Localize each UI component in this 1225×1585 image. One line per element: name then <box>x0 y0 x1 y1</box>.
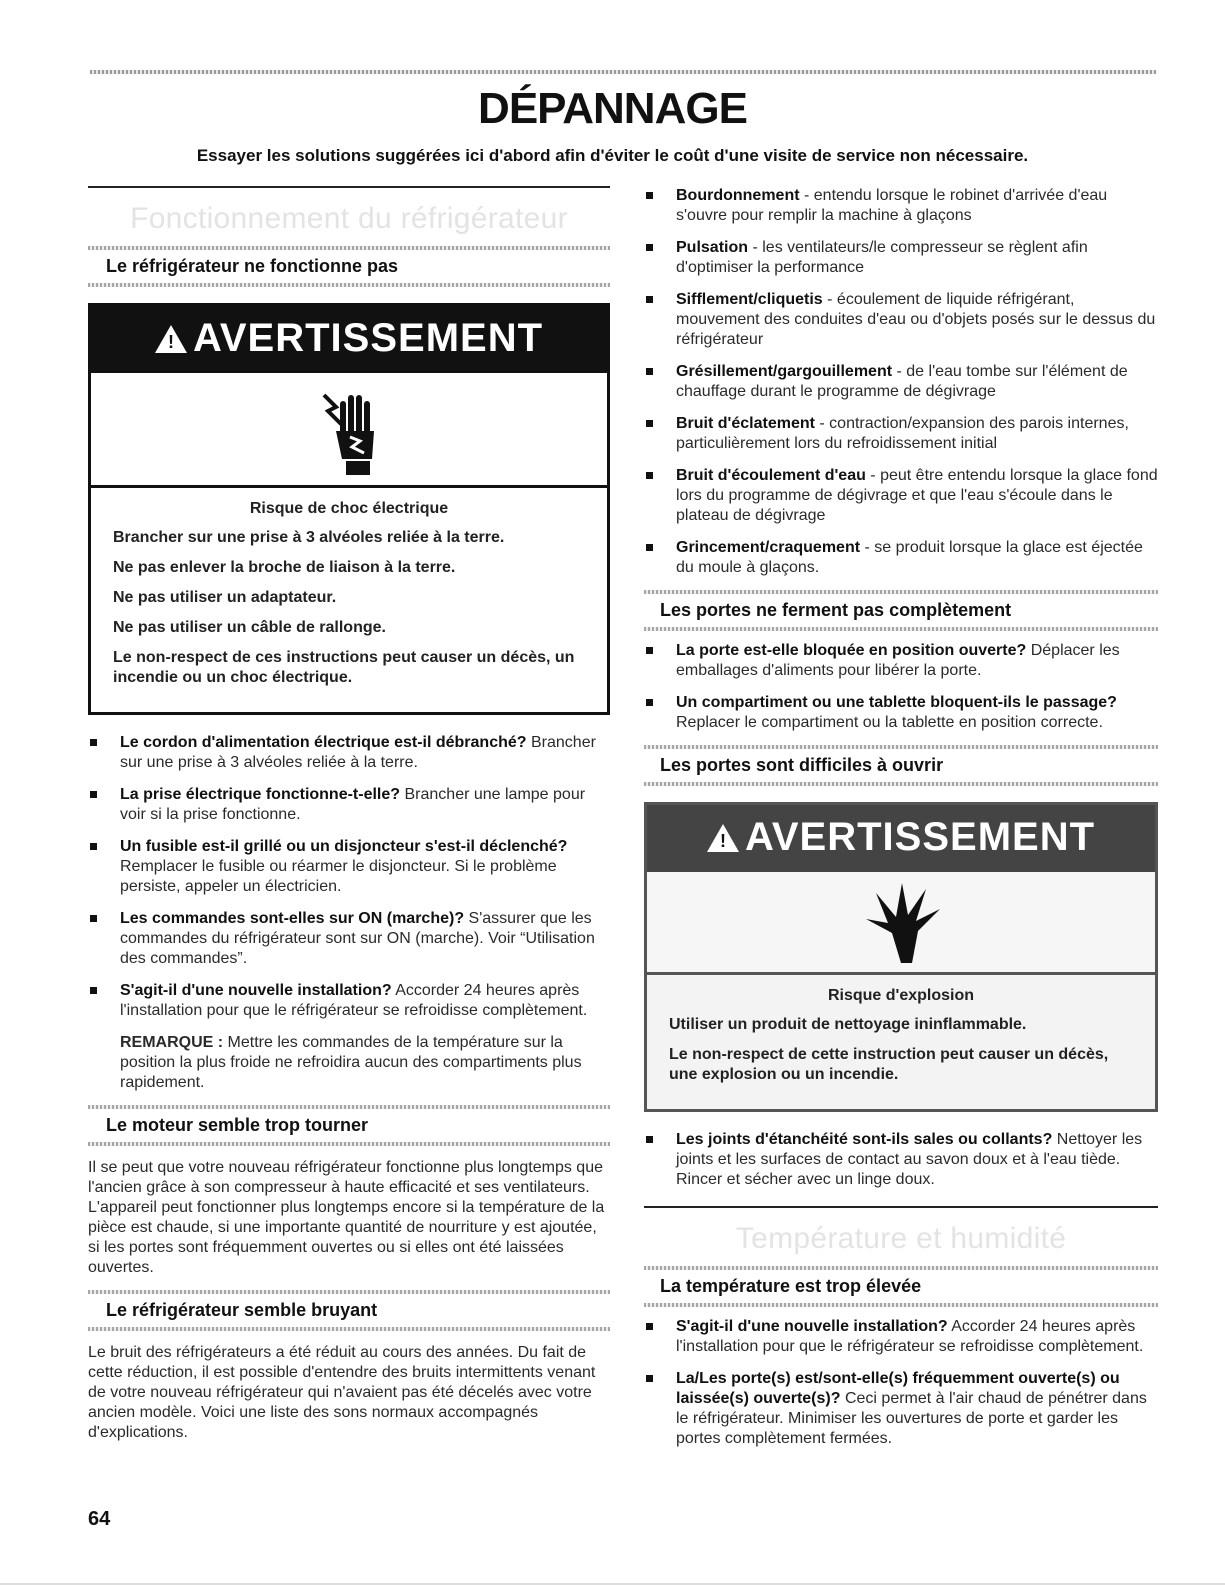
seals-list <box>644 1130 1158 1190</box>
list-item: Bruit d'éclatement - contraction/expansion des parois internes, particulièrement lors du refroidissement initial <box>644 414 1158 454</box>
warning-header: ! AVERTISSEMENT <box>647 805 1155 872</box>
page-title: DÉPANNAGE <box>478 84 747 133</box>
warning-triangle-icon: ! <box>155 325 187 353</box>
warning-line: Ne pas utiliser un câble de rallonge. <box>113 619 386 636</box>
sounds-list <box>644 186 1158 578</box>
list-item: Bourdonnement - entendu lorsque le robinet d'arrivée d'eau s'ouvre pour remplir la machine à glaçons <box>644 186 1158 226</box>
warning-line: Ne pas enlever la broche de liaison à la terre. <box>113 559 456 576</box>
paragraph-moteur: Il se peut que votre nouveau réfrigérateur fonctionne plus longtemps que l'ancien grâce à son compresseur à haute efficacité et ses ventilateurs. L'appareil peut fonctionner plus longtemps encore si la température de la pièce est chaude, si une importante quantité de nourriture y est ajoutée, si les portes sont fréquemment ouvertes ou si elles ont été laissées ouvertes. <box>88 1159 605 1276</box>
list-item: La porte est-elle bloquée en position ouverte? Déplacer les emballages d'aliments pour libérer la porte. <box>644 641 1158 681</box>
list-item: Un fusible est-il grillé ou un disjoncteur s'est-il déclenché? Remplacer le fusible ou réarmer le disjoncteur. Si le problème persiste, appeler un électricien. <box>88 837 610 897</box>
list-item: S'agit-il d'une nouvelle installation? Accorder 24 heures après l'installation pour que le réfrigérateur se refroidisse complètement. <box>644 1317 1158 1357</box>
warning-risk: Risque d'explosion <box>827 987 975 1004</box>
dotted-rule <box>88 1327 610 1331</box>
page-number: 64 <box>88 1508 111 1530</box>
right-column <box>644 186 1158 1461</box>
section-title-fonctionnement: Fonctionnement du réfrigérateur <box>130 202 568 235</box>
list-item: Grincement/craquement - se produit lorsque la glace est éjectée du moule à glaçons. <box>644 538 1158 578</box>
warning-line: Brancher sur une prise à 3 alvéoles reliée à la terre. <box>113 529 505 546</box>
dotted-rule <box>88 1142 610 1146</box>
dotted-rule <box>88 283 610 287</box>
remark-note: REMARQUE : Mettre les commandes de la température sur la position la plus froide ne refroidira aucun des compartiments plus rapidement. <box>120 1034 582 1091</box>
paragraph-bruyant: Le bruit des réfrigérateurs a été réduit au cours des années. Du fait de cette réduction, il est possible d'entendre des bruits intermittents venant de votre nouveau réfrigérateur qui n'avaient pas été décelés avec votre ancien modèle. Voici une liste des sons normaux accompagnés d'explications. <box>88 1344 596 1441</box>
dotted-rule <box>644 782 1158 786</box>
doors-list <box>644 641 1158 733</box>
temperature-list <box>644 1317 1158 1449</box>
top-dotted-rule <box>90 70 1156 74</box>
warning-header: ! AVERTISSEMENT <box>91 306 607 373</box>
subhead-ne-fonctionne-pas: Le réfrigérateur ne fonctionne pas <box>106 256 399 276</box>
subhead-portes-ouvrir: Les portes sont difficiles à ouvrir <box>660 755 944 775</box>
warning-risk: Risque de choc électrique <box>249 500 449 517</box>
list-item: S'agit-il d'une nouvelle installation? Accorder 24 heures après l'installation pour que le réfrigérateur se refroidisse complètement. <box>88 981 610 1021</box>
warning-triangle-icon: ! <box>707 824 739 852</box>
warning-body <box>647 975 1155 1109</box>
list-item: Les joints d'étanchéité sont-ils sales ou collants? Nettoyer les joints et les surfaces de contact au savon doux et à l'eau tiède. Rincer et sécher avec un linge doux. <box>644 1130 1158 1190</box>
subhead-portes-fermer: Les portes ne ferment pas complètement <box>660 600 1012 620</box>
explosion-icon <box>647 872 1155 975</box>
warning-body <box>91 488 607 712</box>
dotted-rule <box>644 627 1158 631</box>
list-item: Pulsation - les ventilateurs/le compresseur se règlent afin d'optimiser la performance <box>644 238 1158 278</box>
page-subtitle: Essayer les solutions suggérées ici d'abord afin d'éviter le coût d'une visite de service non nécessaire. <box>196 146 1029 165</box>
list-item: La prise électrique fonctionne-t-elle? Brancher une lampe pour voir si la prise fonctionne. <box>88 785 610 825</box>
list-item: Sifflement/cliquetis - écoulement de liquide réfrigérant, mouvement des conduites d'eau ou d'objets posés sur le dessus du réfrigérateur <box>644 290 1158 350</box>
electric-shock-hand-icon <box>91 373 607 488</box>
left-column <box>88 186 610 1455</box>
subhead-bruyant: Le réfrigérateur semble bruyant <box>106 1300 378 1320</box>
list-item: Les commandes sont-elles sur ON (marche)? S'assurer que les commandes du réfrigérateur sont sur ON (marche). Voir “Utilisation des commandes”. <box>88 909 610 969</box>
warning-line: Le non-respect de ces instructions peut causer un décès, un incendie ou un choc électrique. <box>113 649 575 686</box>
warning-line: Ne pas utiliser un adaptateur. <box>113 589 337 606</box>
list-item: Bruit d'écoulement d'eau - peut être entendu lorsque la glace fond lors du programme de dégivrage et que l'eau s'écoule dans le plateau de dégivrage <box>644 466 1158 526</box>
subhead-temperature: La température est trop élevée <box>660 1276 922 1296</box>
warning-box-electric <box>88 303 610 715</box>
checklist-left <box>88 733 610 1021</box>
list-item: Un compartiment ou une tablette bloquent-ils le passage? Replacer le compartiment ou la tablette en position correcte. <box>644 693 1158 733</box>
list-item: Le cordon d'alimentation électrique est-il débranché? Brancher sur une prise à 3 alvéoles reliée à la terre. <box>88 733 610 773</box>
section-title-temperature: Température et humidité <box>735 1222 1067 1255</box>
warning-line: Utiliser un produit de nettoyage ininflammable. <box>669 1016 1027 1033</box>
subhead-moteur: Le moteur semble trop tourner <box>106 1115 369 1135</box>
warning-line: Le non-respect de cette instruction peut causer un décès, une explosion ou un incendie. <box>669 1046 1109 1083</box>
list-item: Grésillement/gargouillement - de l'eau tombe sur l'élément de chauffage durant le programme de dégivrage <box>644 362 1158 402</box>
dotted-rule <box>644 1303 1158 1307</box>
list-item: La/Les porte(s) est/sont-elle(s) fréquemment ouverte(s) ou laissée(s) ouverte(s)? Ceci permet à l'air chaud de pénétrer dans le réfrigérateur. Minimiser les ouvertures de porte et garder les portes complètement fermées. <box>644 1369 1158 1449</box>
warning-box-explosion <box>644 802 1158 1112</box>
